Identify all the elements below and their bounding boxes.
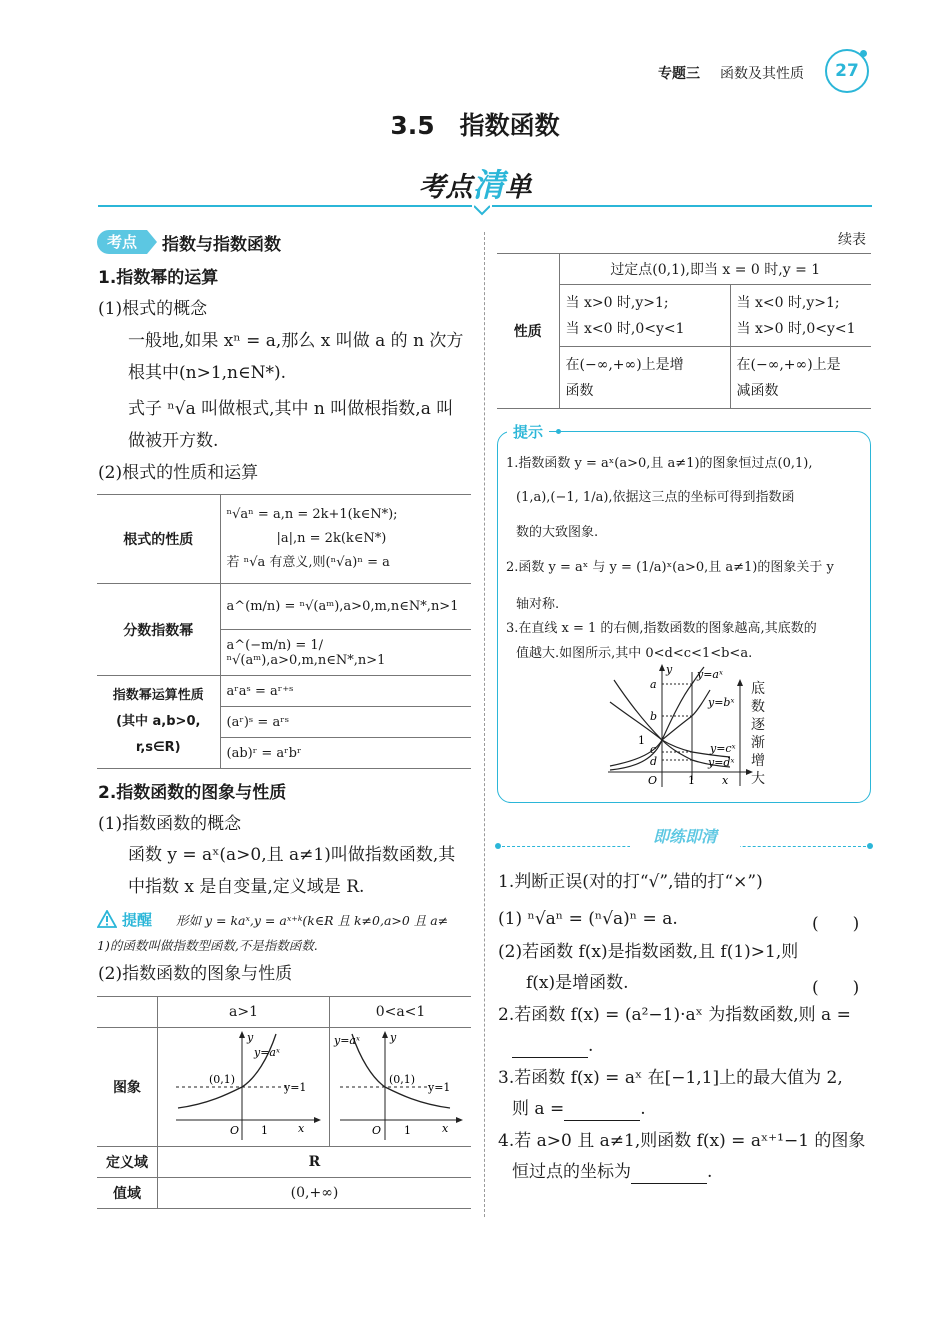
table1-r1-a: ⁿ√aⁿ = a,n = 2k+1(k∈N*); (226, 507, 398, 522)
fig-c: c (650, 743, 657, 756)
table3-r1a: 当 x<0 时,y>1; (736, 294, 840, 311)
s1-sub2: (2)根式的性质和运算 (98, 463, 259, 483)
s1-heading: 1.指数幂的运算 (98, 268, 219, 288)
table-row (97, 1028, 471, 1147)
table3-r2 (730, 347, 871, 409)
q1-1-paren[interactable]: ( ) (812, 914, 860, 934)
fig-d: d (650, 755, 658, 768)
s2-p1b: 中指数 x 是自变量,定义域是 R. (128, 877, 365, 897)
q4-dot: . (707, 1162, 713, 1182)
kp-badge: 考点 (97, 230, 147, 254)
tips-t2a: 2.函数 y = aˣ 与 y = (1/a)ˣ(a>0,且 a≠1)的图象关于 y (506, 560, 834, 575)
fig-a: a (650, 678, 657, 691)
s2-sub2: (2)指数函数的图象与性质 (98, 964, 293, 984)
g1-y1: y=1 (284, 1081, 307, 1094)
table2-range-val: (0,+∞) (158, 1178, 472, 1209)
tips-label: 提示 (507, 421, 549, 442)
s1-sub1: (1)根式的概念 (98, 299, 208, 319)
kp-badge-arrow (147, 230, 157, 254)
s2-sub1: (1)指数函数的概念 (98, 814, 242, 834)
table-row (97, 584, 471, 630)
header-topic: 专题三 (658, 66, 700, 82)
tips-t1c: 数的大致图象. (516, 525, 599, 540)
banner-rule-left (98, 205, 472, 207)
g1-x: x (298, 1122, 305, 1135)
s1-p2b: 做被开方数. (128, 431, 219, 451)
warning-label: 提醒 (122, 911, 153, 929)
q4a: 4.若 a>0 且 a≠1,则函数 f(x) = aˣ⁺¹−1 的图象 (498, 1131, 866, 1151)
g2-O: O (372, 1124, 382, 1137)
table1-r3-b: (aʳ)ˢ = aʳˢ (220, 707, 471, 738)
table1-r2-a: a^(m/n) = ⁿ√(aᵐ),a>0,m,n∈N*,n>1 (220, 584, 471, 630)
g1-point: (0,1) (209, 1073, 236, 1086)
fig-one-x: 1 (688, 774, 695, 787)
page-number-dot (860, 50, 867, 57)
table3-r2b: 减函数 (736, 382, 779, 399)
q3-dot: . (640, 1099, 646, 1119)
q2-dot: . (588, 1036, 594, 1056)
table-row (497, 254, 871, 285)
fig-ya: y=aˣ (697, 668, 723, 681)
warning-text-a: 形如 y = kaˣ,y = aˣ⁺ᵏ(k∈R 且 k≠0,a>0 且 a≠ (176, 913, 449, 928)
g2-y: y (390, 1031, 397, 1044)
banner-part1: 考点 (418, 172, 473, 203)
g2-curve: y=aˣ (334, 1034, 360, 1047)
practice-rule-dot-left (495, 843, 501, 849)
q3a: 3.若函数 f(x) = aˣ 在[−1,1]上的最大值为 2, (498, 1068, 843, 1088)
q4b: 恒过点的坐标为 (512, 1162, 631, 1182)
table1-r2-b: a^(−m/n) = 1/ⁿ√(aᵐ),a>0,m,n∈N*,n>1 (220, 630, 471, 676)
fig-side-label (750, 680, 766, 788)
fig-yb: y=bˣ (708, 696, 735, 709)
tips-t2b: 轴对称. (516, 597, 560, 612)
q1-2b: f(x)是增函数. (526, 973, 629, 993)
table1-r3-a: aʳaˢ = aʳ⁺ˢ (220, 676, 471, 707)
graph-a-gt-1 (158, 1028, 330, 1147)
fig-one-y: 1 (638, 734, 645, 747)
q4-row (512, 1160, 712, 1184)
table1-r3-label1: 指数幂运算性质 (112, 688, 204, 703)
table-row (97, 495, 471, 584)
fig-side-5: 大 (751, 771, 765, 787)
fig-side-1: 数 (751, 699, 765, 715)
table1-r3-label2: (其中 a,b>0, (116, 714, 201, 729)
q1: 1.判断正误(对的打“√”,错的打“×”) (498, 872, 763, 892)
table3-l2b: 函数 (565, 382, 594, 399)
table3-fixed: 过定点(0,1),即当 x = 0 时,y = 1 (559, 254, 871, 285)
table3-l1 (559, 285, 730, 347)
g1-O: O (230, 1124, 240, 1137)
q4-answer-blank[interactable] (631, 1165, 707, 1184)
table2-domain-val: R (158, 1147, 472, 1178)
practice-rule-dot-right (867, 843, 873, 849)
table2-domain-label: 定义域 (97, 1147, 158, 1178)
q3-answer-blank[interactable] (564, 1102, 640, 1121)
table3-label: 性质 (497, 254, 559, 409)
q2-answer-row (512, 1034, 593, 1058)
graph-a-lt-1 (330, 1028, 472, 1147)
table2-graph-label: 图象 (97, 1028, 158, 1147)
s1-p1b: 根其中(n>1,n∈N*). (128, 363, 286, 383)
s2-p1a: 函数 y = aˣ(a>0,且 a≠1)叫做指数函数,其 (128, 845, 456, 865)
table-row (97, 676, 471, 707)
fig-yd: y=dˣ (708, 756, 735, 769)
banner-notch (474, 200, 490, 216)
q1-2-paren[interactable]: ( ) (812, 978, 860, 998)
tips-t1b: (1,a),(−1, 1/a),依据这三点的坐标可得到指数函 (516, 490, 795, 505)
page-title: 3.5 指数函数 (390, 111, 560, 140)
table3-l2a: 在(−∞,+∞)上是增 (565, 356, 684, 373)
header-section: 函数及其性质 (720, 66, 804, 82)
table-row (97, 1178, 471, 1209)
warning-icon (97, 910, 117, 932)
practice-title: 即练即清 (630, 824, 740, 847)
g1-one: 1 (261, 1124, 268, 1137)
warning-text-b: 1)的函数叫做指数型函数,不是指数函数. (97, 938, 318, 953)
table3-r2a: 在(−∞,+∞)上是 (736, 356, 841, 373)
tips-t3b: 值越大.如图所示,其中 0<d<c<1<b<a. (516, 646, 753, 661)
g1-curve: y=aˣ (254, 1046, 280, 1059)
tips-t3a: 3.在直线 x = 1 的右侧,指数函数的图象越高,其底数的 (506, 621, 817, 636)
s1-p1a: 一般地,如果 xⁿ = a,那么 x 叫做 a 的 n 次方 (128, 331, 464, 351)
fig-side-3: 渐 (751, 735, 765, 751)
table2-corner (97, 997, 158, 1028)
q3b: 则 a = (512, 1099, 565, 1119)
table1-r1-label: 根式的性质 (97, 495, 220, 584)
banner-part2: 清 (472, 166, 505, 204)
table3-l1a: 当 x>0 时,y>1; (565, 294, 669, 311)
table-row (97, 1147, 471, 1178)
table2-h1: a>1 (158, 997, 330, 1028)
column-divider (484, 232, 485, 1217)
g1-y: y (247, 1031, 254, 1044)
table1-r1-b: |a|,n = 2k(k∈N*) (276, 531, 387, 546)
table1-r2-label: 分数指数幂 (97, 584, 220, 676)
table1-r3-label (97, 676, 220, 769)
g2-one: 1 (404, 1124, 411, 1137)
fig-side-2: 逐 (751, 717, 765, 733)
table1-r3-label3: r,s∈R) (135, 740, 181, 755)
table3-r1b: 当 x>0 时,0<y<1 (736, 320, 856, 337)
table1-r1-c: 若 ⁿ√a 有意义,则(ⁿ√a)ⁿ = a (226, 555, 390, 570)
page-number: 27 (825, 49, 869, 93)
fig-yc: y=cˣ (710, 742, 736, 755)
g2-x: x (442, 1122, 449, 1135)
banner-part3: 单 (504, 172, 532, 203)
q3-row (512, 1097, 646, 1121)
fig-y: y (666, 663, 673, 676)
s2-heading: 2.指数函数的图象与性质 (98, 783, 287, 803)
q2a: 2.若函数 f(x) = (a²−1)·aˣ 为指数函数,则 a = (498, 1005, 851, 1025)
tips-t1a: 1.指数函数 y = aˣ(a>0,且 a≠1)的图象恒过点(0,1), (506, 456, 813, 471)
kp-title: 指数与指数函数 (162, 235, 281, 255)
fig-b: b (650, 710, 658, 723)
fig-side-4: 增 (751, 753, 765, 769)
fig-O: O (648, 774, 658, 787)
banner-rule-right (492, 205, 872, 207)
fig-x: x (722, 774, 729, 787)
s1-p2a: 式子 ⁿ√a 叫做根式,其中 n 叫做根指数,a 叫 (128, 399, 454, 419)
q1-2a: (2)若函数 f(x)是指数函数,且 f(1)>1,则 (498, 942, 799, 962)
table2-h2: 0<a<1 (330, 997, 472, 1028)
table3-r1 (730, 285, 871, 347)
table1-r1-cell (220, 495, 471, 584)
fig-side-0: 底 (751, 681, 765, 697)
table-row (97, 997, 471, 1028)
table3-l1b: 当 x<0 时,0<y<1 (565, 320, 685, 337)
q1-1: (1) ⁿ√aⁿ = (ⁿ√a)ⁿ = a. (498, 909, 678, 929)
property-table (497, 253, 871, 409)
table3-cont: 续表 (838, 232, 866, 248)
tips-dot (556, 429, 561, 434)
radical-table (97, 494, 471, 769)
g2-y1: y=1 (428, 1081, 451, 1094)
table2-range-label: 值域 (97, 1178, 158, 1209)
table1-r3-c: (ab)ʳ = aʳbʳ (220, 738, 471, 769)
table3-l2 (559, 347, 730, 409)
q2-answer-blank[interactable] (512, 1039, 588, 1058)
g2-point: (0,1) (389, 1073, 416, 1086)
graph-table (97, 996, 471, 1209)
